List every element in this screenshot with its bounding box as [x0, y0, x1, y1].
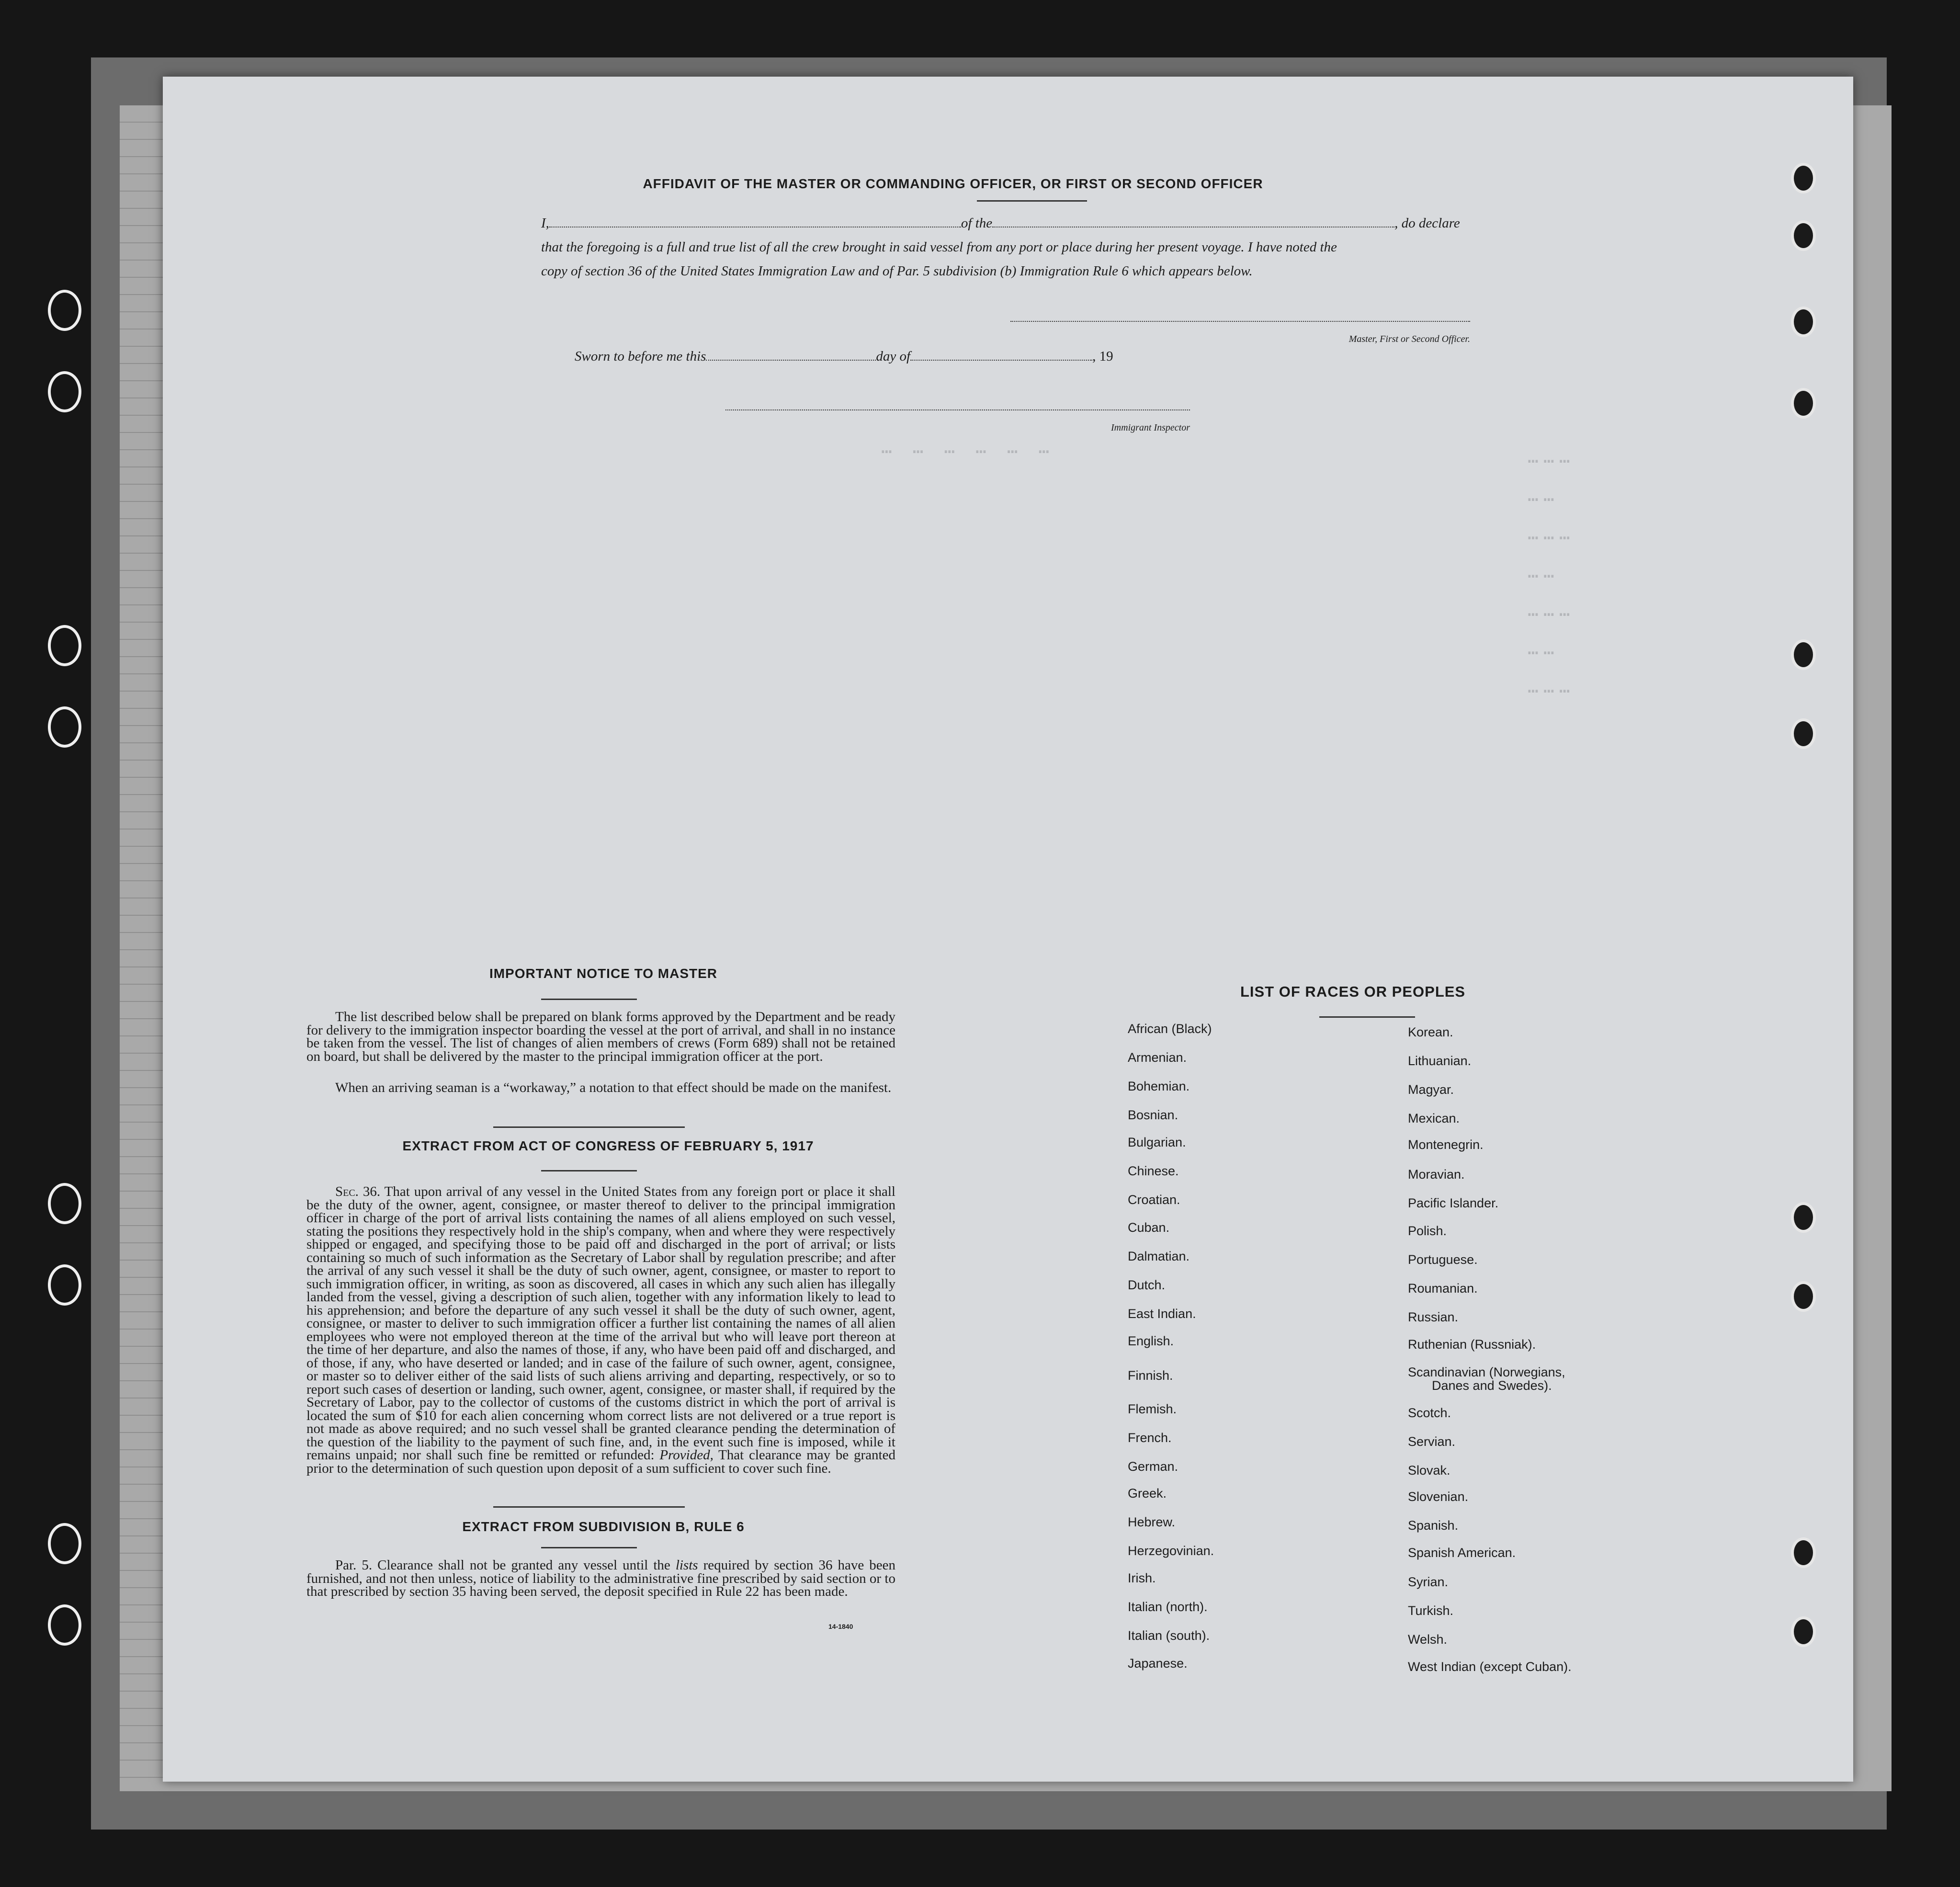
- race-item: Croatian.: [1128, 1193, 1180, 1207]
- notice-para-2: When an arriving seaman is a “workaway,” a notation to that effect should be made on the manifest.: [335, 1080, 892, 1095]
- punch-hole: [48, 1264, 81, 1306]
- race-item: Dalmatian.: [1128, 1249, 1190, 1263]
- race-item: Finnish.: [1128, 1368, 1173, 1383]
- race-item: Bosnian.: [1128, 1108, 1178, 1122]
- affidavit-line1: [541, 216, 1657, 231]
- divider: [977, 200, 1087, 202]
- extract-act-title: EXTRACT FROM ACT OF CONGRESS OF FEBRUARY 5, 1917: [402, 1138, 814, 1153]
- punch-hole: [48, 290, 81, 331]
- race-item: Korean.: [1408, 1025, 1453, 1039]
- punch-hole: [1791, 307, 1816, 337]
- divider: [541, 1170, 637, 1171]
- race-item: Italian (north).: [1128, 1600, 1208, 1614]
- bleed-through: ⋯⋯⋯: [1528, 529, 1575, 549]
- notice-title: IMPORTANT NOTICE TO MASTER: [489, 966, 718, 981]
- race-item: Scotch.: [1408, 1406, 1451, 1420]
- bleed-through: ⋯ ⋯ ⋯ ⋯ ⋯ ⋯: [881, 443, 1054, 463]
- section-label: Sec. 36.: [335, 1184, 381, 1199]
- race-item: Herzegovinian.: [1128, 1544, 1214, 1558]
- race-item: Syrian.: [1408, 1575, 1449, 1589]
- affidavit-of-the: of the: [961, 216, 993, 231]
- race-item: Roumanian.: [1408, 1281, 1478, 1296]
- punch-hole: [48, 1523, 81, 1564]
- race-item: Chinese.: [1128, 1164, 1179, 1178]
- race-item: Bohemian.: [1128, 1079, 1190, 1093]
- extract-rule-title: EXTRACT FROM SUBDIVISION B, RULE 6: [462, 1519, 745, 1534]
- race-item: Russian.: [1408, 1310, 1459, 1324]
- punch-hole: [1791, 220, 1816, 251]
- race-item: Portuguese.: [1408, 1252, 1478, 1267]
- inspector-signature-line: [725, 409, 1190, 410]
- race-item: Slovak.: [1408, 1463, 1450, 1478]
- bleed-through: ⋯⋯⋯: [1528, 605, 1575, 626]
- race-item: German.: [1128, 1459, 1178, 1474]
- race-item: Servian.: [1408, 1434, 1456, 1449]
- race-item: West Indian (except Cuban).: [1408, 1660, 1572, 1674]
- sworn-line: [575, 349, 1113, 364]
- race-item: Mexican.: [1408, 1111, 1460, 1125]
- race-item: Bulgarian.: [1128, 1135, 1186, 1149]
- divider: [493, 1506, 685, 1508]
- race-item: Turkish.: [1408, 1603, 1454, 1618]
- bleed-through: ⋯⋯: [1528, 644, 1559, 664]
- races-title: LIST OF RACES OR PEOPLES: [1240, 983, 1466, 1000]
- master-signature-line: [1010, 321, 1470, 322]
- divider: [541, 999, 637, 1000]
- notice-para-1: The list described below shall be prepared on blank forms approved by the Department and be ready for delivery to the immigration inspector boarding the vessel at the port of arrival, and shall in no instance be taken from the vessel. The list of changes of alien members of crews (Form 689) shall not be retained on board, but shall be delivered by the master to the principal immigration officer at the port.: [306, 1009, 895, 1064]
- extract-act-text: [306, 1185, 895, 1475]
- race-item: East Indian.: [1128, 1307, 1196, 1321]
- race-item: Danes and Swedes).: [1432, 1378, 1552, 1393]
- punch-hole: [1791, 163, 1816, 193]
- race-item: Lithuanian.: [1408, 1054, 1472, 1068]
- punch-hole: [1791, 1202, 1816, 1233]
- race-item: Welsh.: [1408, 1632, 1448, 1647]
- divider: [493, 1126, 685, 1128]
- punch-hole: [1791, 718, 1816, 749]
- proviso-text: That clearance may be granted prior to the determination of such question upon deposit of a sum sufficient to cover such fine.: [306, 1447, 895, 1476]
- race-item: French.: [1128, 1431, 1172, 1445]
- rule-lists-word: lists: [675, 1557, 698, 1573]
- sworn-day-of: day of: [876, 349, 911, 364]
- proviso-word: Provided,: [659, 1447, 714, 1463]
- race-item: Polish.: [1408, 1224, 1447, 1238]
- bleed-through: ⋯⋯⋯: [1528, 682, 1575, 703]
- document-sheet: [163, 77, 1853, 1782]
- race-item: Spanish American.: [1408, 1546, 1516, 1560]
- bleed-through: ⋯⋯⋯: [1528, 452, 1575, 473]
- affidavit-i: I,: [541, 216, 549, 231]
- race-item: Armenian.: [1128, 1050, 1187, 1065]
- punch-hole: [1791, 1281, 1816, 1312]
- race-item: Greek.: [1128, 1486, 1167, 1501]
- race-item: African (Black): [1128, 1022, 1212, 1036]
- affidavit-declare: , do declare: [1394, 216, 1460, 231]
- ruled-margin: [120, 105, 163, 1791]
- punch-hole: [48, 1604, 81, 1646]
- bleed-through: ⋯⋯: [1528, 490, 1559, 511]
- race-item: Japanese.: [1128, 1656, 1188, 1671]
- race-item: Flemish.: [1128, 1402, 1177, 1416]
- punch-hole: [1791, 1616, 1816, 1647]
- inspector-caption: Immigrant Inspector: [1111, 422, 1190, 433]
- bleed-through: ⋯⋯: [1528, 567, 1559, 588]
- punch-hole: [1791, 1537, 1816, 1568]
- race-item: English.: [1128, 1334, 1174, 1348]
- affidavit-title: AFFIDAVIT OF THE MASTER OR COMMANDING OFFICER, OR FIRST OR SECOND OFFICER: [643, 176, 1263, 191]
- race-item: Pacific Islander.: [1408, 1196, 1499, 1210]
- form-number: 14-1840: [828, 1623, 853, 1630]
- race-item: Scandinavian (Norwegians,: [1408, 1365, 1565, 1379]
- master-caption: Master, First or Second Officer.: [1348, 334, 1470, 344]
- race-item: Dutch.: [1128, 1278, 1166, 1292]
- race-item: Italian (south).: [1128, 1628, 1210, 1643]
- race-item: Spanish.: [1408, 1518, 1459, 1533]
- race-item: Hebrew.: [1128, 1515, 1176, 1529]
- punch-hole: [48, 625, 81, 666]
- race-item: Magyar.: [1408, 1082, 1454, 1097]
- race-item: Cuban.: [1128, 1220, 1170, 1235]
- extract-rule-text: [306, 1559, 895, 1599]
- race-item: Slovenian.: [1408, 1489, 1469, 1504]
- race-item: Moravian.: [1408, 1167, 1465, 1182]
- race-item: Ruthenian (Russniak).: [1408, 1337, 1536, 1352]
- sworn-month-blank: [910, 360, 1092, 361]
- sworn-year: , 19: [1092, 349, 1113, 364]
- rule-text-a: Par. 5. Clearance shall not be granted any vessel until the: [335, 1557, 670, 1573]
- section-36-body: That upon arrival of any vessel in the United States from any foreign port or place it shall be the duty of the owner, agent, consignee, or master thereof to deliver to the principal immigration officer in charge of the port of arrival lists containing the names of all aliens employed on such vessel, stating the positions they respectively hold in the ship's company, when and where they were respectively shipped or engaged, and specifying those to be paid off and discharged in the port of arrival; or lists containing so much of such information as the Secretary of Labor shall by regulation prescribe; and after the arrival of any such vessel it shall be the duty of such owner, agent, consignee, or master to report to such immigration officer, in writing, as soon as discovered, all cases in which any such alien has illegally landed from the vessel, giving a description of such alien, together with any information likely to lead to his apprehension; and before the departure of any such vessel it shall be the duty of such owner, agent, consignee, or master to deliver to such immigration officer a further list containing the names of all alien employees who were not employed thereon at the time of the arrival but who will leave port thereon at the time of her departure, and also the names of those, if any, who have been paid off and discharged, and of those, if any, who have deserted or landed; and in case of the failure of such owner, agent, consignee, or master so to deliver either of the said lists of such aliens arriving and departing, respectively, or so to report such cases of desertion or landing, such owner, agent, consignee, or master shall, if required by the Secretary of Labor, pay to the collector of customs of the customs district in which the port of arrival is located the sum of $10 for each alien concerning whom correct lists are not delivered or a true report is not made as above required; and no such vessel shall be granted clearance pending the determination of the question of the liability to the payment of such fine, and, in the event such fine is imposed, while it remains unpaid; nor shall such fine be remitted or refunded:: [306, 1184, 895, 1463]
- rule-text-b: required by section 36 have been furnished, and not then unless, notice of liability to the administrative fine prescribed by said section or to that prescribed by section 35 having been served, the deposit specified in Rule 22 has been made.: [306, 1557, 895, 1599]
- affidavit-line3: copy of section 36 of the United States Immigration Law and of Par. 5 subdivision (b) Immigration Rule 6 which appears below.: [541, 263, 1253, 279]
- sworn-prefix: Sworn to before me this: [575, 349, 706, 364]
- race-item: Montenegrin.: [1408, 1137, 1484, 1152]
- sworn-day-blank: [706, 360, 876, 361]
- punch-hole: [1791, 639, 1816, 670]
- affidavit-line2: that the foregoing is a full and true list of all the crew brought in said vessel from any port or place during her present voyage. I have noted the: [541, 239, 1337, 255]
- punch-hole: [1791, 388, 1816, 419]
- punch-hole: [48, 371, 81, 412]
- divider: [541, 1547, 637, 1548]
- race-item: Irish.: [1128, 1571, 1156, 1585]
- punch-hole: [48, 1183, 81, 1224]
- divider: [1319, 1016, 1415, 1018]
- punch-hole: [48, 706, 81, 748]
